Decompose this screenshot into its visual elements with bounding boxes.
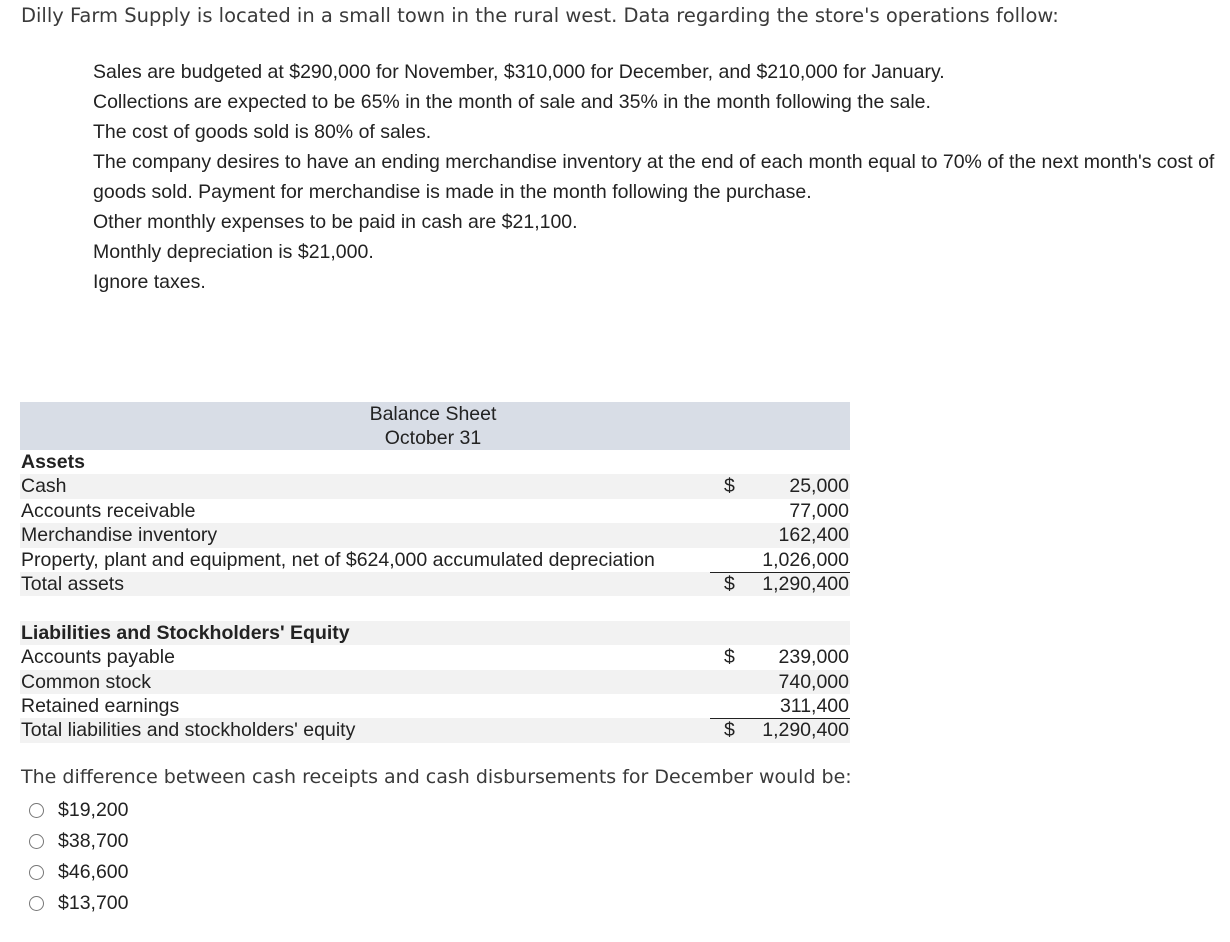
dollar-sign: $ — [724, 719, 735, 742]
dollar-sign: $ — [724, 475, 735, 498]
row-label: Merchandise inventory — [21, 524, 218, 547]
liabilities-heading: Liabilities and Stockholders' Equity — [21, 621, 350, 644]
fact-depreciation: Monthly depreciation is $21,000. — [93, 241, 374, 263]
assets-heading-row — [20, 450, 850, 474]
option-label[interactable]: $38,700 — [58, 830, 129, 852]
row-amount: 239,000 — [778, 646, 849, 669]
balance-sheet-header — [20, 402, 850, 450]
answer-option[interactable] — [29, 888, 129, 919]
fact-inventory: The company desires to have an ending merchandise inventory at the end of each month equal to 70% of the next month's cost of goods sold. Payment for merchandise is made in the month following the purchase. — [93, 151, 1215, 203]
radio-button[interactable] — [29, 834, 44, 849]
row-amount: 25,000 — [789, 475, 849, 498]
row-label: Common stock — [21, 670, 152, 693]
table-row — [20, 474, 850, 498]
table-row — [20, 645, 850, 669]
table-row — [20, 694, 850, 718]
question-text: The difference between cash receipts and cash disbursements for December would be: — [21, 766, 852, 788]
fact-taxes: Ignore taxes. — [93, 271, 206, 293]
row-amount: 1,026,000 — [762, 548, 849, 571]
assets-heading: Assets — [21, 451, 85, 473]
table-row — [20, 670, 850, 694]
option-label[interactable]: $19,200 — [58, 799, 129, 821]
radio-button[interactable] — [29, 896, 44, 911]
row-label: Accounts receivable — [21, 499, 196, 522]
spacer-row — [20, 596, 850, 620]
row-label: Property, plant and equipment, net of $624,000 accumulated depreciation — [21, 548, 655, 571]
row-amount: 740,000 — [778, 670, 849, 693]
row-amount: 311,400 — [779, 694, 849, 717]
row-amount: 1,290,400 — [762, 572, 849, 595]
row-amount: 77,000 — [789, 499, 849, 522]
row-label: Retained earnings — [21, 694, 180, 717]
answer-options — [29, 795, 129, 919]
balance-sheet — [20, 402, 850, 743]
answer-option[interactable] — [29, 795, 129, 826]
radio-button[interactable] — [29, 865, 44, 880]
table-row — [20, 523, 850, 547]
row-label: Accounts payable — [21, 646, 175, 669]
total-assets-row — [20, 572, 850, 596]
dollar-sign: $ — [724, 572, 735, 595]
row-amount: 1,290,400 — [762, 719, 849, 742]
radio-button[interactable] — [29, 803, 44, 818]
fact-expenses: Other monthly expenses to be paid in cash are $21,100. — [93, 211, 578, 233]
dollar-sign: $ — [724, 646, 735, 669]
balance-sheet-date: October 31 — [384, 427, 482, 449]
row-label: Cash — [21, 475, 67, 498]
fact-cogs: The cost of goods sold is 80% of sales. — [93, 121, 432, 143]
problem-facts — [93, 57, 1223, 297]
row-label: Total assets — [21, 572, 124, 595]
table-row — [20, 548, 850, 572]
table-row — [20, 499, 850, 523]
option-label[interactable]: $46,600 — [58, 861, 129, 883]
liabilities-heading-row — [20, 621, 850, 645]
option-label[interactable]: $13,700 — [58, 892, 129, 914]
answer-option[interactable] — [29, 826, 129, 857]
answer-option[interactable] — [29, 857, 129, 888]
balance-sheet-title: Balance Sheet — [369, 403, 497, 425]
row-amount: 162,400 — [778, 524, 849, 547]
total-liabilities-row — [20, 718, 850, 742]
fact-collections: Collections are expected to be 65% in the month of sale and 35% in the month following the sale. — [93, 91, 931, 113]
problem-intro: Dilly Farm Supply is located in a small town in the rural west. Data regarding the store's operations follow: — [21, 4, 1059, 27]
row-label: Total liabilities and stockholders' equity — [21, 719, 356, 742]
fact-sales: Sales are budgeted at $290,000 for November, $310,000 for December, and $210,000 for January. — [93, 61, 945, 83]
